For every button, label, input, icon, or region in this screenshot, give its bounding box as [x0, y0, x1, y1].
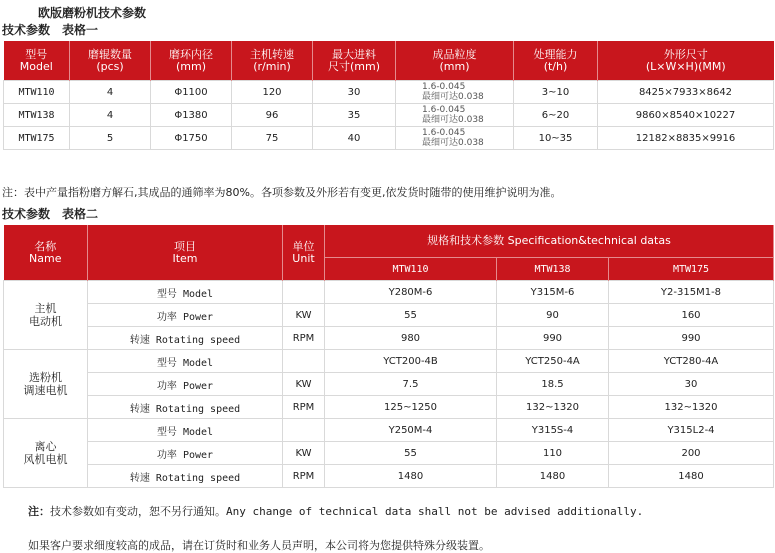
table-cell: 55: [325, 442, 497, 465]
table-cell: 10~35: [514, 127, 598, 150]
table-cell: KW: [283, 304, 325, 327]
table-cell: 8425×7933×8642: [598, 81, 774, 104]
table-row: [4, 304, 774, 327]
table-cell: 1.6-0.045 最细可达0.038: [396, 81, 514, 104]
header-cell: 单位 Unit: [283, 225, 325, 281]
table-cell: 功率 Power: [88, 442, 283, 465]
table-cell: 功率 Power: [88, 373, 283, 396]
page-title: 欧版磨粉机技术参数: [38, 6, 147, 20]
table-cell: MTW138: [4, 104, 70, 127]
table-cell: RPM: [283, 396, 325, 419]
table-cell: 132~1320: [497, 396, 609, 419]
table-cell: KW: [283, 442, 325, 465]
table-cell: 功率 Power: [88, 304, 283, 327]
table-cell: 120: [232, 81, 313, 104]
table-cell: 转速 Rotating speed: [88, 396, 283, 419]
table-cell: Y315M-6: [497, 281, 609, 304]
table-cell: MTW175: [609, 258, 774, 281]
table1-note: 注：表中产量指粉磨方解石,其成品的通筛率为80%。各项参数及外形若有变更,依发货时随带的使用维护说明为准。: [2, 186, 562, 199]
table-cell: YCT280-4A: [609, 350, 774, 373]
table-cell: 40: [313, 127, 396, 150]
table-row: [4, 281, 774, 304]
table-row: [4, 127, 774, 150]
table-row: [4, 442, 774, 465]
table-cell: RPM: [283, 465, 325, 488]
table-cell: KW: [283, 373, 325, 396]
table-cell: 990: [609, 327, 774, 350]
header-cell: 最大进料 尺寸(mm): [313, 41, 396, 81]
table-cell: Φ1380: [151, 104, 232, 127]
table-cell: 35: [313, 104, 396, 127]
table-cell: RPM: [283, 327, 325, 350]
table-cell: 18.5: [497, 373, 609, 396]
table-cell: MTW110: [325, 258, 497, 281]
header-cell: 处理能力 (t/h): [514, 41, 598, 81]
table-row: [4, 419, 774, 442]
note-label: 注：: [28, 505, 50, 518]
table-cell: 1.6-0.045 最细可达0.038: [396, 104, 514, 127]
table-cell: 5: [70, 127, 151, 150]
table1-header-row: [4, 41, 774, 81]
table-row: [4, 81, 774, 104]
table-cell: Y315L2-4: [609, 419, 774, 442]
table-cell: Y2-315M1-8: [609, 281, 774, 304]
table-cell: 160: [609, 304, 774, 327]
table-cell: 90: [497, 304, 609, 327]
header-cell: 外形尺寸 (L×W×H)(MM): [598, 41, 774, 81]
header-cell: 规格和技术参数 Specification&technical datas: [325, 225, 774, 258]
table-cell: 1.6-0.045 最细可达0.038: [396, 127, 514, 150]
table-row: [4, 327, 774, 350]
table2-heading: 技术参数 表格二: [2, 207, 99, 221]
header-cell: 磨环内径 (mm): [151, 41, 232, 81]
header-cell: 型号 Model: [4, 41, 70, 81]
table-cell: 转速 Rotating speed: [88, 465, 283, 488]
table-cell: 4: [70, 104, 151, 127]
table-cell: 110: [497, 442, 609, 465]
header-cell: 名称 Name: [4, 225, 88, 281]
group-name: 离心 风机电机: [4, 419, 88, 488]
table-row: [4, 465, 774, 488]
table-cell: 型号 Model: [88, 419, 283, 442]
note-text: 技术参数如有变动，恕不另行通知。Any change of technical data shall not be advised additionally.: [50, 505, 644, 518]
table-row: [4, 373, 774, 396]
table-cell: Y280M-6: [325, 281, 497, 304]
table-cell: 1480: [497, 465, 609, 488]
header-cell: 成品粒度 (mm): [396, 41, 514, 81]
table-cell: 4: [70, 81, 151, 104]
table-cell: 96: [232, 104, 313, 127]
change-notice: [28, 503, 643, 519]
table-cell: 1480: [325, 465, 497, 488]
table-cell: MTW110: [4, 81, 70, 104]
header-cell: 磨辊数量 (pcs): [70, 41, 151, 81]
group-name: 主机 电动机: [4, 281, 88, 350]
table-cell: Φ1750: [151, 127, 232, 150]
header-cell: 主机转速 (r/min): [232, 41, 313, 81]
header-cell: 项目 Item: [88, 225, 283, 281]
table-cell: 55: [325, 304, 497, 327]
table-row: [4, 350, 774, 373]
table-cell: [283, 350, 325, 373]
table-cell: YCT200-4B: [325, 350, 497, 373]
table-cell: MTW175: [4, 127, 70, 150]
table-cell: 980: [325, 327, 497, 350]
table-cell: 12182×8835×9916: [598, 127, 774, 150]
table-cell: 型号 Model: [88, 281, 283, 304]
table-cell: 125~1250: [325, 396, 497, 419]
table-cell: 型号 Model: [88, 350, 283, 373]
table-cell: 132~1320: [609, 396, 774, 419]
table1-heading: 技术参数 表格一: [2, 23, 99, 37]
table-cell: [283, 419, 325, 442]
table-cell: 9860×8540×10227: [598, 104, 774, 127]
table-cell: 30: [609, 373, 774, 396]
table-row: [4, 396, 774, 419]
table-cell: Y315S-4: [497, 419, 609, 442]
fineness-notice: 如果客户要求细度较高的成品，请在订货时和业务人员声明，本公司将为您提供特殊分级装置。: [28, 539, 490, 552]
table-cell: Φ1100: [151, 81, 232, 104]
table-cell: 30: [313, 81, 396, 104]
table-row: [4, 104, 774, 127]
table2-header-row: [4, 225, 774, 258]
table-cell: Y250M-4: [325, 419, 497, 442]
table-cell: MTW138: [497, 258, 609, 281]
spec-table-1: [3, 41, 774, 150]
table-cell: 7.5: [325, 373, 497, 396]
table-cell: 990: [497, 327, 609, 350]
table-cell: 转速 Rotating speed: [88, 327, 283, 350]
group-name: 选粉机 调速电机: [4, 350, 88, 419]
table-cell: [283, 281, 325, 304]
spec-table-2: [3, 225, 774, 488]
table-cell: 1480: [609, 465, 774, 488]
table-cell: 75: [232, 127, 313, 150]
table-cell: 6~20: [514, 104, 598, 127]
table-cell: YCT250-4A: [497, 350, 609, 373]
table-cell: 200: [609, 442, 774, 465]
table-cell: 3~10: [514, 81, 598, 104]
